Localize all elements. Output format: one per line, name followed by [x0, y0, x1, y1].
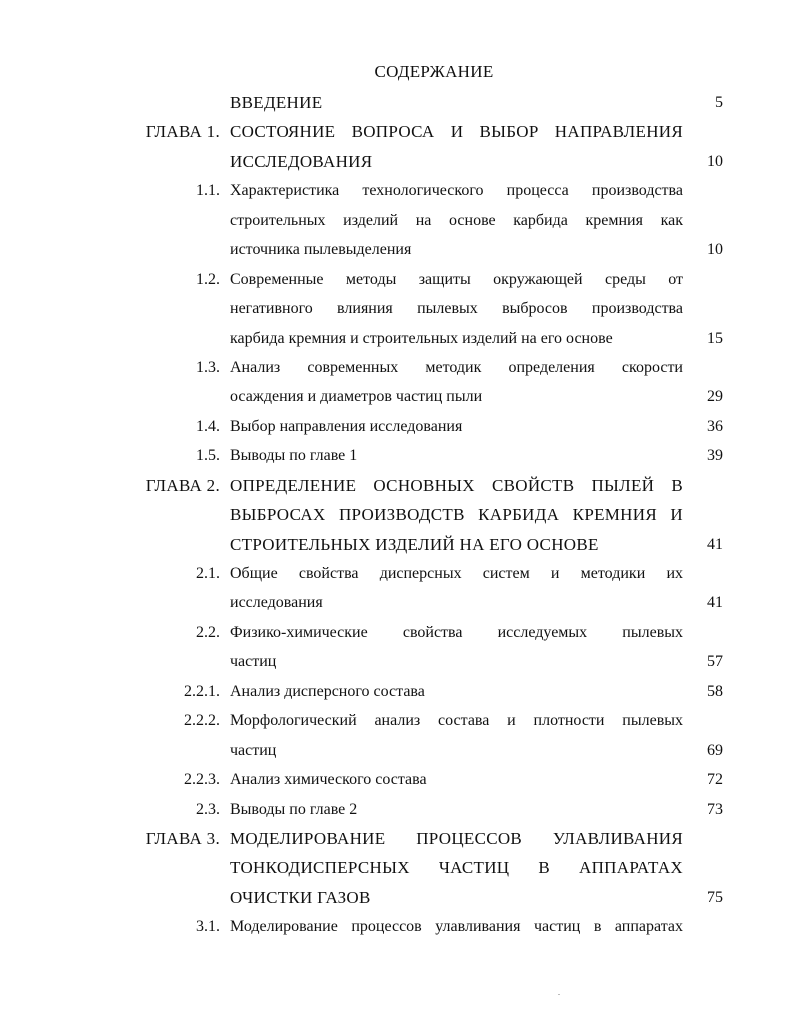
- toc-entry-page: 41: [707, 535, 723, 553]
- toc-entry-number: ГЛАВА 1.: [145, 122, 220, 142]
- toc-entry-page: 75: [707, 888, 723, 906]
- toc-entry-text: негативного влияния пылевых выбросов производства: [230, 300, 683, 318]
- toc-entry-text: ОПРЕДЕЛЕНИЕ ОСНОВНЫХ СВОЙСТВ ПЫЛЕЙ В: [230, 475, 683, 495]
- toc-entry-text: Выбор направления исследования: [230, 417, 463, 435]
- toc-entry-text: Физико-химические свойства исследуемых пылевых: [230, 623, 683, 641]
- toc-entry-page: 69: [707, 741, 723, 759]
- toc-entry-text: СТРОИТЕЛЬНЫХ ИЗДЕЛИЙ НА ЕГО ОСНОВЕ: [230, 534, 599, 554]
- toc-entry-number: 2.2.3.: [184, 771, 220, 789]
- toc-entry-number: 2.2.1.: [184, 682, 220, 700]
- toc-entry-text: частиц: [230, 653, 277, 671]
- toc-entry-number: 1.1.: [196, 182, 220, 200]
- scan-speck: [558, 994, 560, 995]
- toc-entry-page: 72: [707, 771, 723, 789]
- toc-entry-text: ВЫБРОСАХ ПРОИЗВОДСТВ КАРБИДА КРЕМНИЯ И: [230, 505, 683, 525]
- toc-entry-page: 41: [707, 594, 723, 612]
- toc-entry-number: ГЛАВА 2.: [145, 475, 220, 495]
- toc-entry-page: 36: [707, 417, 723, 435]
- toc-entry-text: ТОНКОДИСПЕРСНЫХ ЧАСТИЦ В АППАРАТАХ: [230, 858, 683, 878]
- toc-entry-page: 10: [707, 152, 723, 170]
- toc-entry-text: Выводы по главе 2: [230, 800, 358, 818]
- toc-entry-text: Морфологический анализ состава и плотности пылевых: [230, 712, 683, 730]
- toc-entry-number: 1.2.: [196, 270, 220, 288]
- toc-entry-text: карбида кремния и строительных изделий на его основе: [230, 329, 613, 347]
- toc-entry-page: 29: [707, 388, 723, 406]
- toc-entry-text: Анализ дисперсного состава: [230, 682, 425, 700]
- toc-entry-page: 39: [707, 447, 723, 465]
- toc-entry-number: 2.2.2.: [184, 712, 220, 730]
- toc-entry-text: осаждения и диаметров частиц пыли: [230, 388, 483, 406]
- toc-entry-text: Современные методы защиты окружающей среды от: [230, 270, 683, 288]
- toc-entry-text: исследования: [230, 594, 323, 612]
- toc-entry-page: 15: [707, 329, 723, 347]
- toc-title: СОДЕРЖАНИЕ: [374, 62, 494, 81]
- toc-entry-page: 5: [715, 94, 723, 111]
- toc-entry-text: ОЧИСТКИ ГАЗОВ: [230, 887, 371, 907]
- toc-entry-number: 2.3.: [196, 800, 220, 818]
- toc-entry-page: 73: [707, 800, 723, 818]
- toc-entry-text: источника пылевыделения: [230, 241, 412, 259]
- toc-entry-text: Выводы по главе 1: [230, 447, 358, 465]
- toc-entry-number: 2.1.: [196, 565, 220, 583]
- toc-entry-number: 3.1.: [196, 918, 220, 936]
- toc-entry-number: 2.2.: [196, 623, 220, 641]
- toc-entry-text: СОСТОЯНИЕ ВОПРОСА И ВЫБОР НАПРАВЛЕНИЯ: [230, 122, 683, 142]
- toc-entry-page: 57: [707, 653, 723, 671]
- toc-entry-text: МОДЕЛИРОВАНИЕ ПРОЦЕССОВ УЛАВЛИВАНИЯ: [230, 829, 683, 848]
- toc-entry-text: Характеристика технологического процесса производства: [230, 182, 683, 200]
- toc-entry-page: 58: [707, 682, 723, 700]
- toc-entry-text: Анализ современных методик определения скорости: [230, 358, 683, 376]
- toc-entry-text: частиц: [230, 741, 277, 759]
- toc-entry-text: ИССЛЕДОВАНИЯ: [230, 151, 373, 171]
- toc-entry-text: строительных изделий на основе карбида кремния как: [230, 211, 683, 229]
- toc-entry-text: Общие свойства дисперсных систем и методики их: [230, 565, 683, 583]
- toc-entry-number: 1.3.: [196, 358, 220, 376]
- toc-entry-number: 1.5.: [196, 447, 220, 465]
- toc-entry-page: 10: [707, 241, 723, 259]
- toc-entry-number: ГЛАВА 3.: [145, 829, 220, 848]
- toc-entry-text: ВВЕДЕНИЕ: [230, 93, 323, 112]
- toc-entry-number: 1.4.: [196, 417, 220, 435]
- toc-entry-text: Анализ химического состава: [230, 771, 427, 789]
- toc-entry-text: Моделирование процессов улавливания частиц в аппаратах: [230, 918, 683, 936]
